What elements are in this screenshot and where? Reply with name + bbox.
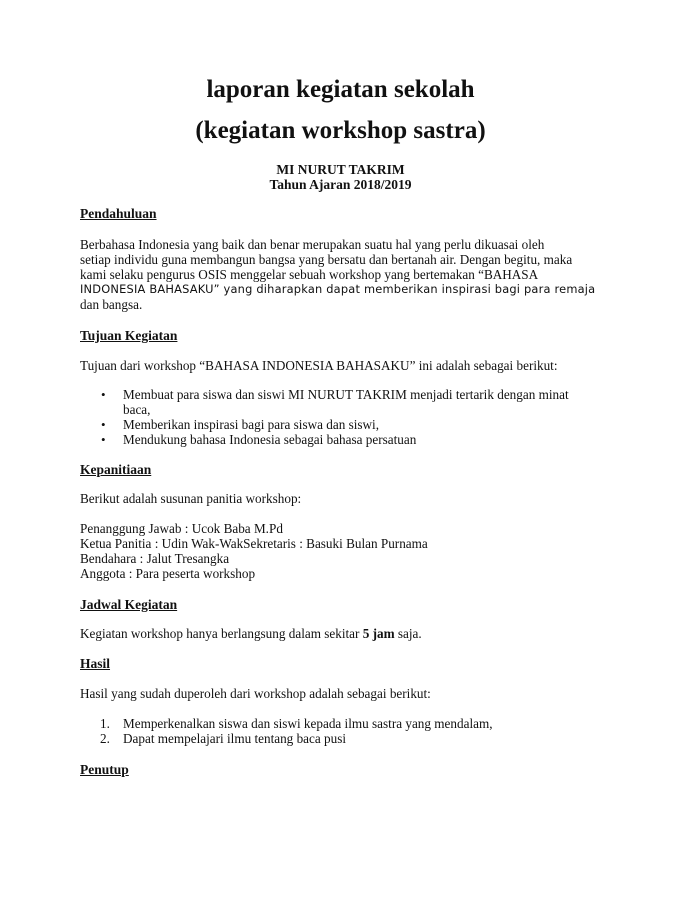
heading-pendahuluan: Pendahuluan (80, 206, 157, 221)
kepanitiaan-intro: Berikut adalah susunan panitia workshop: (80, 491, 302, 506)
bullet-icon: • (101, 387, 106, 402)
jadwal-text-before: Kegiatan workshop hanya berlangsung dalam sekitar (80, 626, 363, 641)
pendahuluan-paragraph (80, 237, 600, 312)
hasil-item: Dapat mempelajari ilmu tentang baca pusi (123, 731, 347, 746)
heading-hasil: Hasil (80, 656, 111, 671)
hasil-item-number: 2. (100, 731, 110, 746)
bullet-icon: • (101, 432, 106, 447)
heading-penutup: Penutup (80, 762, 129, 777)
hasil-intro: Hasil yang sudah duperoleh dari workshop adalah sebagai berikut: (80, 686, 431, 701)
jadwal-text-after: saja. (394, 626, 422, 641)
hasil-item-number: 1. (100, 716, 110, 731)
school-year: Tahun Ajaran 2018/2019 (269, 177, 412, 192)
panitia-member: Penanggung Jawab : Ucok Baba M.Pd (80, 521, 283, 536)
document-title: laporan kegiatan sekolah (206, 76, 475, 103)
heading-tujuan: Tujuan Kegiatan (80, 328, 178, 343)
pendahuluan-line: setiap individu guna membangun bangsa yang bersatu dan bertanah air. Dengan begitu, maka (80, 252, 573, 267)
tujuan-bullet-item: Mendukung bahasa Indonesia sebagai bahasa persatuan (123, 432, 417, 447)
jadwal-text (80, 626, 422, 642)
school-name: MI NURUT TAKRIM (276, 162, 405, 177)
pendahuluan-line: INDONESIA BAHASAKU” yang diharapkan dapat memberikan inspirasi bagi para remaja (80, 282, 596, 296)
tujuan-bullet-item: Memberikan inspirasi bagi para siswa dan siswi, (123, 417, 380, 432)
pendahuluan-line: kami selaku pengurus OSIS menggelar sebuah workshop yang bertemakan “BAHASA (80, 267, 539, 282)
tujuan-bullet-item-continued: baca, (123, 402, 151, 417)
jadwal-duration: 5 jam (362, 626, 395, 641)
panitia-member: Bendahara : Jalut Tresangka (80, 551, 230, 566)
heading-jadwal: Jadwal Kegiatan (80, 597, 178, 612)
tujuan-bullet-item: Membuat para siswa dan siswi MI NURUT TAKRIM menjadi tertarik dengan minat (123, 387, 569, 402)
document-subtitle: (kegiatan workshop sastra) (195, 117, 486, 144)
panitia-member: Ketua Panitia : Udin Wak-WakSekretaris : Basuki Bulan Purnama (80, 536, 428, 551)
pendahuluan-line: Berbahasa Indonesia yang baik dan benar merupakan suatu hal yang perlu dikuasai oleh (80, 237, 545, 252)
heading-kepanitiaan: Kepanitiaan (80, 462, 152, 477)
pendahuluan-line: dan bangsa. (80, 297, 143, 312)
bullet-icon: • (101, 417, 106, 432)
hasil-item: Memperkenalkan siswa dan siswi kepada ilmu sastra yang mendalam, (123, 716, 493, 731)
panitia-member: Anggota : Para peserta workshop (80, 566, 256, 581)
tujuan-intro: Tujuan dari workshop “BAHASA INDONESIA BAHASAKU” ini adalah sebagai berikut: (80, 358, 558, 373)
